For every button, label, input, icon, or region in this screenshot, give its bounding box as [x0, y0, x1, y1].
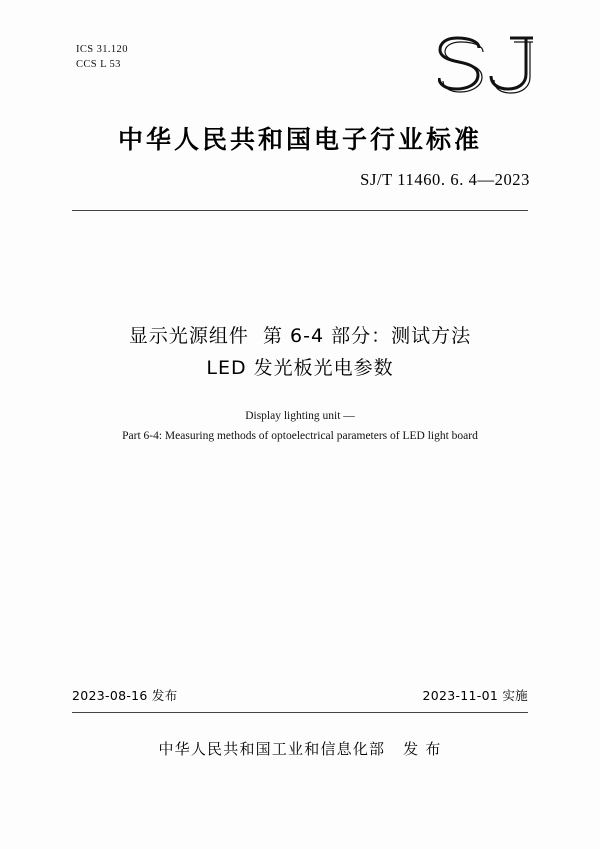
- divider-bottom: [72, 712, 528, 713]
- divider-top: [72, 210, 528, 211]
- publisher-line: 中华人民共和国工业和信息化部 发 布: [158, 740, 442, 758]
- implement-date: 2023-11-01 实施: [422, 688, 528, 703]
- authority-title: 中华人民共和国电子行业标准: [117, 125, 482, 154]
- classification-codes: [76, 42, 128, 72]
- title-chinese-line-2: LED 发光板光电参数: [206, 357, 394, 379]
- sj-logo-icon: [438, 36, 534, 98]
- ccs-code: CCS L 53: [76, 59, 121, 70]
- issue-date: 2023-08-16 发布: [72, 688, 178, 703]
- title-english-line-1: Display lighting unit —: [245, 410, 355, 422]
- date-row: [72, 686, 528, 704]
- standard-number: SJ/T 11460. 6. 4—2023: [360, 170, 530, 189]
- title-chinese-line-1: 显示光源组件 第 6-4 部分：测试方法: [128, 325, 472, 347]
- document-title-block: [0, 320, 600, 446]
- title-english-line-2: Part 6-4: Measuring methods of optoelectrical parameters of LED light board: [122, 430, 478, 442]
- ics-code: ICS 31.120: [76, 44, 128, 55]
